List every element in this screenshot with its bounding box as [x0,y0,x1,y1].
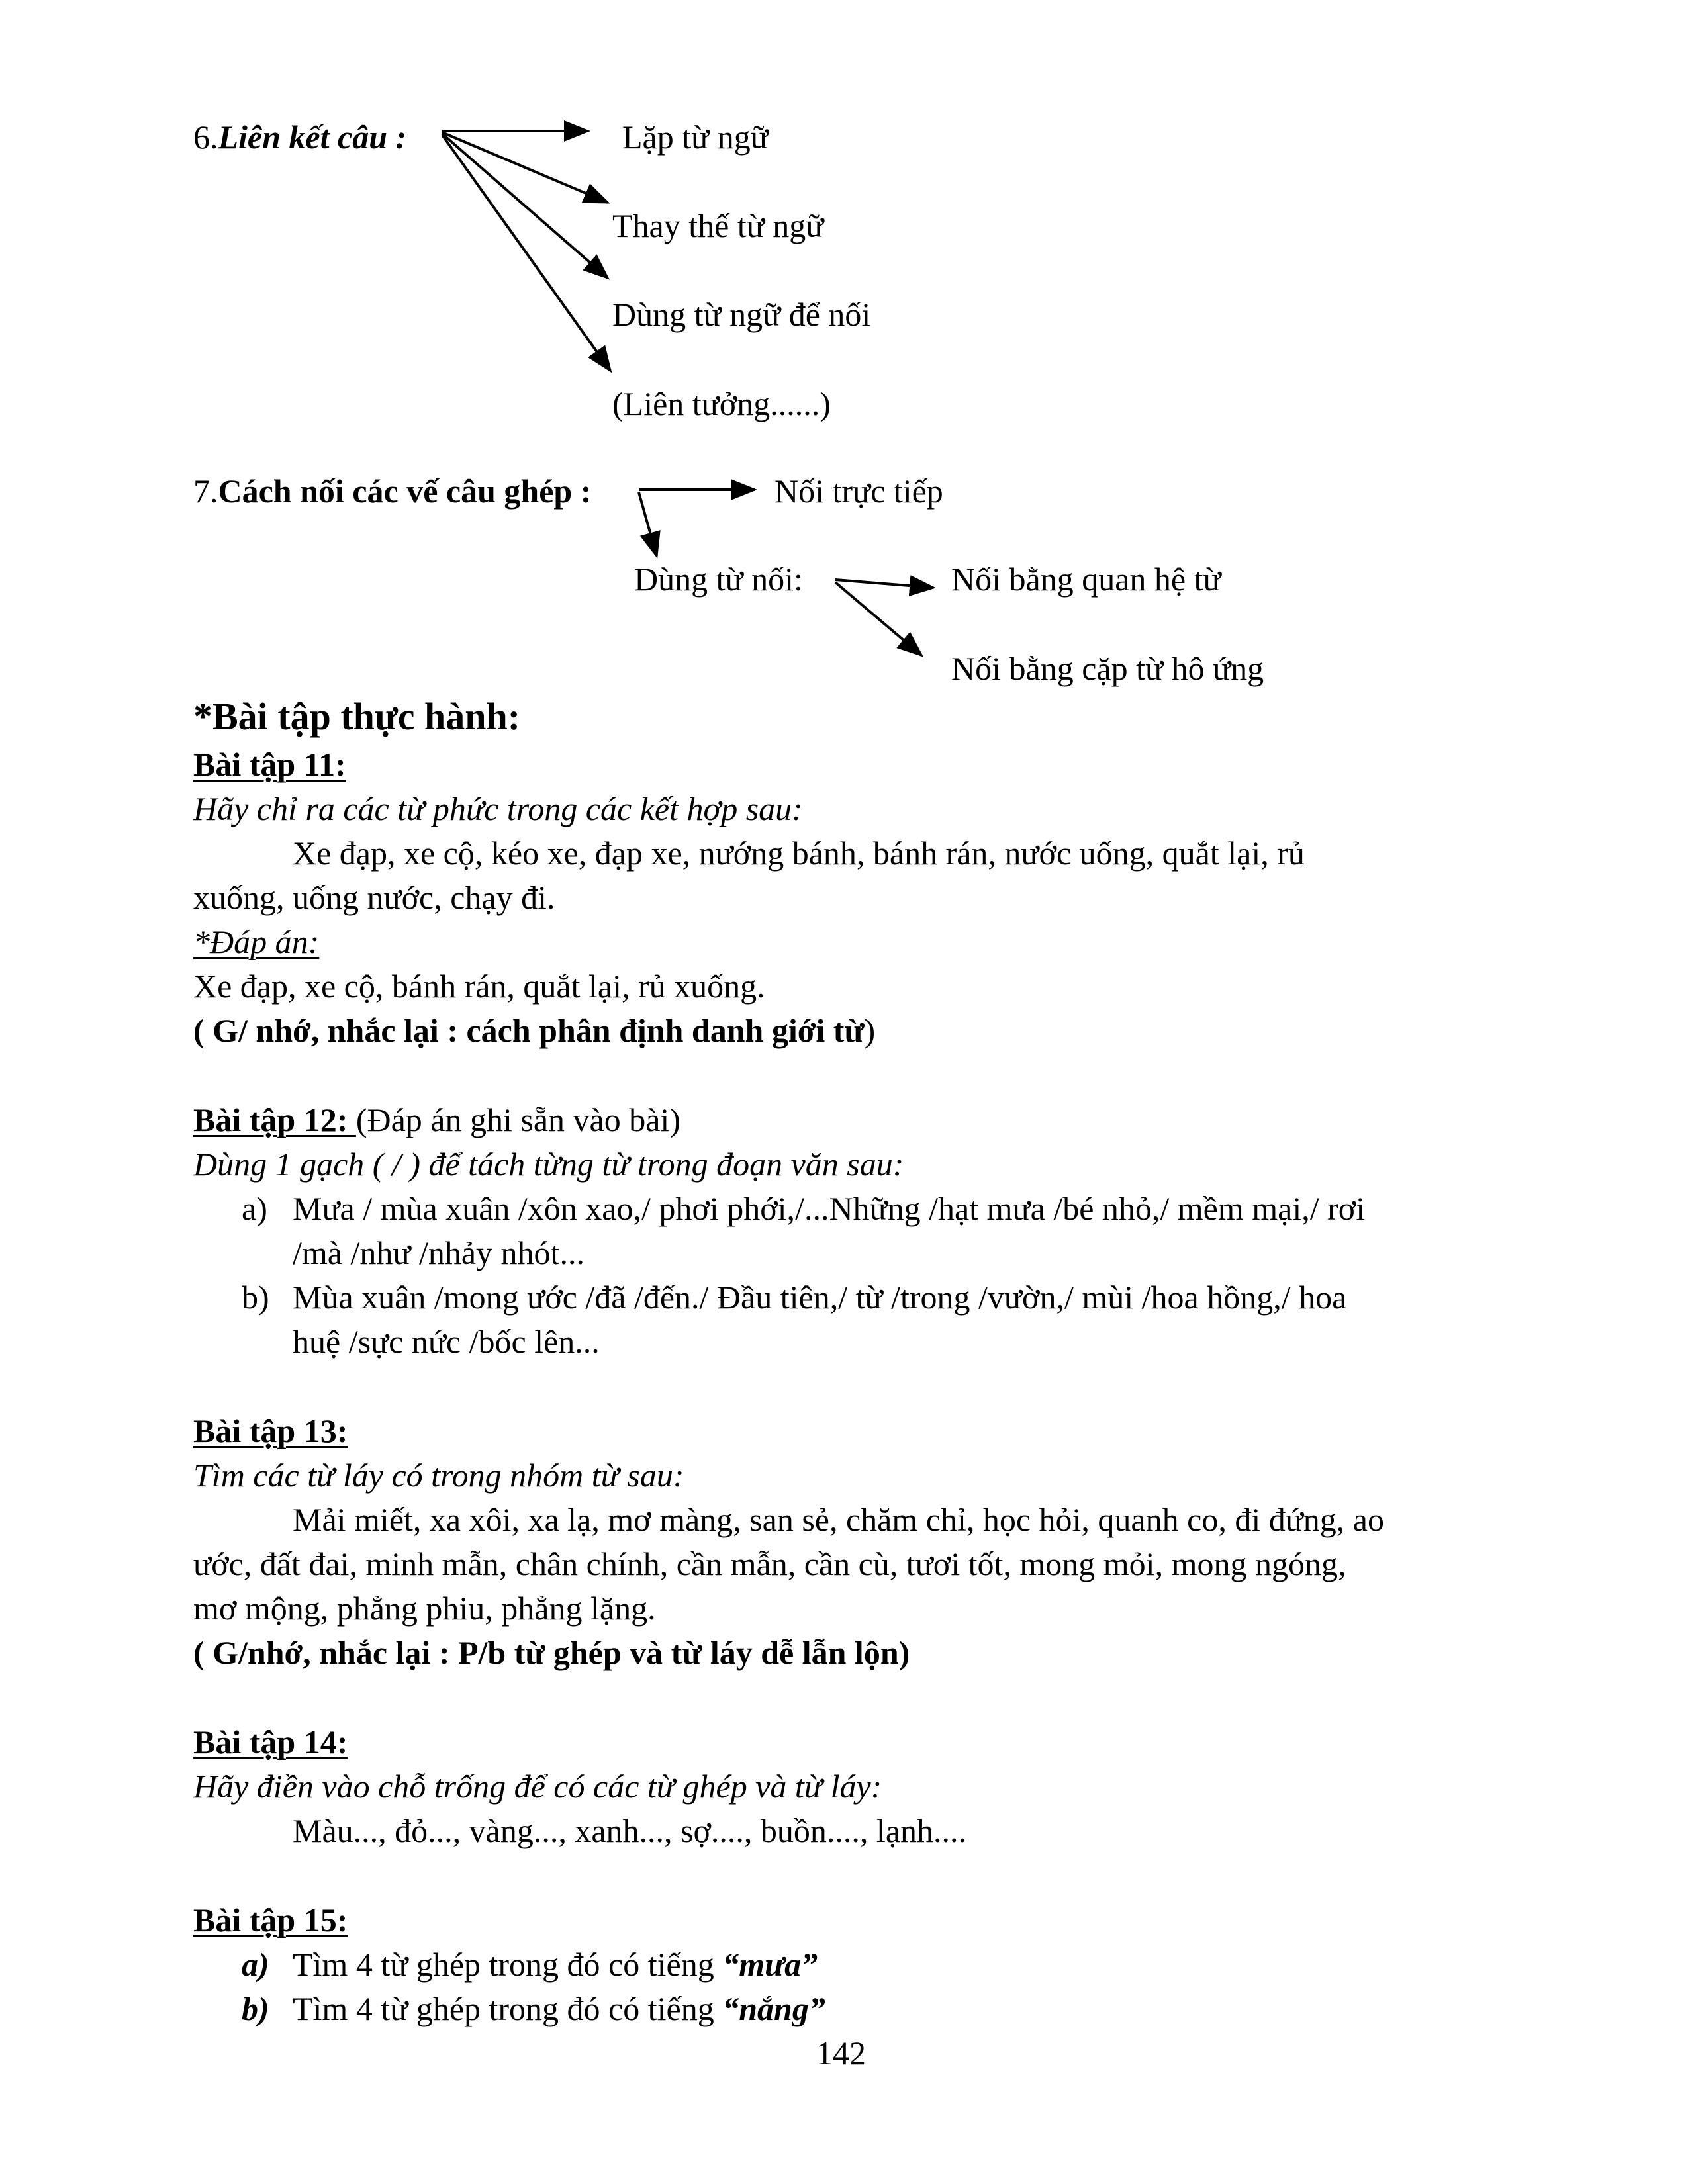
section6-number: 6. [193,118,218,156]
section6-title: Liên kết câu : [218,118,407,156]
section7-number: 7. [193,473,218,510]
ex11-prompt: Hãy chỉ ra các từ phức trong các kết hợp sau: [193,790,803,827]
ex11-answer: Xe đạp, xe cộ, bánh rán, quắt lại, rủ xuống. [193,968,765,1005]
ex11-note-end: ) [864,1012,876,1049]
ex15-b-label: b) [242,1990,269,2027]
arrow [442,132,608,203]
section7-sub-item: Nối bằng cặp từ hô ứng [951,650,1264,687]
ex12-b-text-line: Mùa xuân /mong ước /đã /đến./ Đầu tiên,/ từ /trong /vườn,/ mùi /hoa hồng,/ hoa [293,1279,1347,1316]
ex14-text-line: Màu..., đỏ..., vàng..., xanh..., sợ...., buồn...., lạnh.... [293,1812,967,1849]
ex12-heading [193,1103,680,1136]
arrow [442,135,610,371]
ex13-text-line: ước, đất đai, minh mẫn, chân chính, cần mẫn, cần cù, tươi tốt, mong mỏi, mong ngóng, [193,1545,1346,1582]
ex15-b-word: “nắng” [722,1990,825,2027]
ex14-title: Bài tập 14: [193,1723,348,1760]
arrow [639,492,657,556]
section6-heading [193,120,406,154]
arrow [442,134,608,278]
ex15-a-line [293,1948,818,1981]
section7-sub-item: Nối bằng quan hệ từ [951,561,1221,598]
ex15-a-word: “mưa” [722,1946,818,1983]
ex15-a-text: Tìm 4 từ ghép trong đó có tiếng [293,1946,723,1983]
practice-heading: *Bài tập thực hành: [193,695,521,738]
ex11-note-bold: ( G/ nhớ, nhắc lại : cách phân định danh giới từ [193,1012,865,1049]
ex11-title: Bài tập 11: [193,746,346,783]
ex15-b-line [293,1992,825,2025]
ex12-title: Bài tập 12: [193,1101,356,1138]
ex11-note [193,1014,875,1047]
section7-connector: Dùng từ nối: [634,561,803,598]
ex14-prompt: Hãy điền vào chỗ trống để có các từ ghép và từ láy: [193,1768,882,1805]
section7-heading [193,475,591,508]
ex13-text-line: Mải miết, xa xôi, xa lạ, mơ màng, san sẻ, chăm chỉ, học hỏi, quanh co, đi đứng, ao [293,1501,1384,1538]
ex13-text-line: mơ mộng, phẳng phiu, phẳng lặng. [193,1590,656,1627]
ex13-title: Bài tập 13: [193,1412,348,1449]
section7-direct: Nối trực tiếp [774,473,943,510]
section7-title: Cách nối các vế câu ghép : [218,473,592,510]
arrow [835,580,933,588]
ex13-note: ( G/nhớ, nhắc lại : P/b từ ghép và từ láy dễ lẫn lộn) [193,1634,910,1671]
ex11-text-line: Xe đạp, xe cộ, kéo xe, đạp xe, nướng bánh, bánh rán, nước uống, quắt lại, rủ [293,835,1305,872]
page-number: 142 [816,2034,866,2071]
ex12-b-text-line: huệ /sực nức /bốc lên... [293,1323,600,1360]
section6-item: Lặp từ ngữ [622,118,769,156]
ex15-a-label: a) [242,1946,269,1983]
ex13-prompt: Tìm các từ láy có trong nhóm từ sau: [193,1457,684,1494]
ex11-text-line: xuống, uống nước, chạy đi. [193,879,555,916]
ex15-title: Bài tập 15: [193,1901,348,1938]
ex12-a-text-line: Mưa / mùa xuân /xôn xao,/ phơi phới,/...Những /hạt mưa /bé nhỏ,/ mềm mại,/ rơi [293,1190,1366,1227]
ex12-a-text-line: /mà /như /nhảy nhót... [293,1234,585,1271]
section6-item: (Liên tưởng......) [612,385,831,422]
ex12-title-note: (Đáp án ghi sẵn vào bài) [355,1101,680,1138]
section6-item: Thay thế từ ngữ [612,207,824,244]
arrow [835,582,921,655]
ex15-b-text: Tìm 4 từ ghép trong đó có tiếng [293,1990,723,2027]
ex12-a-label: a) [242,1190,267,1227]
section6-item: Dùng từ ngữ để nối [612,296,871,333]
ex12-b-label: b) [242,1279,269,1316]
ex11-answer-label: *Đáp án: [193,923,320,960]
ex12-prompt: Dùng 1 gạch ( / ) để tách từng từ trong đoạn văn sau: [193,1146,904,1183]
